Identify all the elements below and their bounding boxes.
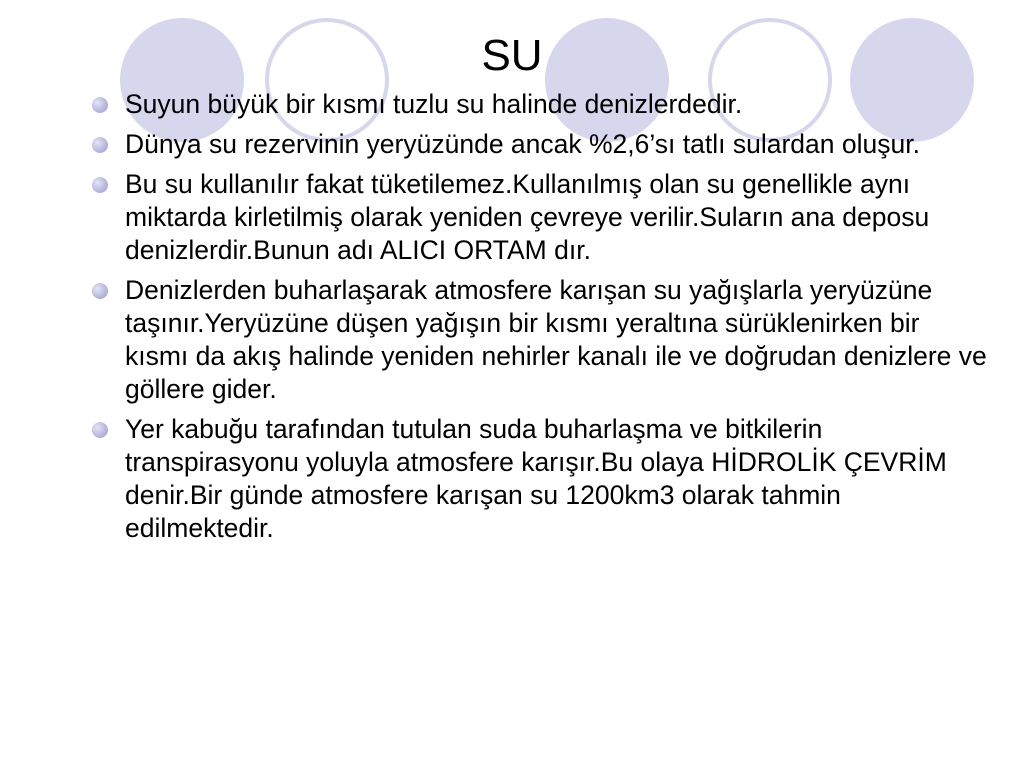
bullet-icon xyxy=(92,177,108,193)
bullet-item xyxy=(0,88,1024,121)
bullet-text: Suyun büyük bir kısmı tuzlu su halinde denizlerdedir. xyxy=(125,89,743,119)
bullet-item xyxy=(0,128,1024,161)
bullet-text: Denizlerden buharlaşarak atmosfere karışan su yağışlarla yeryüzüne taşınır.Yeryüzüne düşen yağışın bir kısmı yeraltına sürüklenirken bir kısmı da akış halinde yeniden nehirler kanalı ile ve doğrudan denizlere ve göllere gider. xyxy=(125,275,987,404)
slide-title: SU xyxy=(481,31,543,80)
bullet-icon xyxy=(92,97,108,113)
bullet-item xyxy=(0,274,1024,406)
bullet-icon xyxy=(92,283,108,299)
bullet-text: Yer kabuğu tarafından tutulan suda buharlaşma ve bitkilerin transpirasyonu yoluyla atmosfere karışır.Bu olaya HİDROLİK ÇEVRİM denir.Bir günde atmosfere karışan su 1200km3 olarak tahmin edilmektedir. xyxy=(125,414,947,543)
bullet-item xyxy=(0,168,1024,267)
bullet-list xyxy=(0,88,1024,552)
bullet-item xyxy=(0,413,1024,545)
bullet-text: Bu su kullanılır fakat tüketilemez.Kullanılmış olan su genellikle aynı miktarda kirletilmiş olarak yeniden çevreye verilir.Suların ana deposu denizlerdir.Bunun adı ALICI ORTAM dır. xyxy=(125,169,930,265)
bullet-icon xyxy=(92,137,108,153)
bullet-text: Dünya su rezervinin yeryüzünde ancak %2,6’sı tatlı sulardan oluşur. xyxy=(125,129,920,159)
bullet-icon xyxy=(92,422,108,438)
